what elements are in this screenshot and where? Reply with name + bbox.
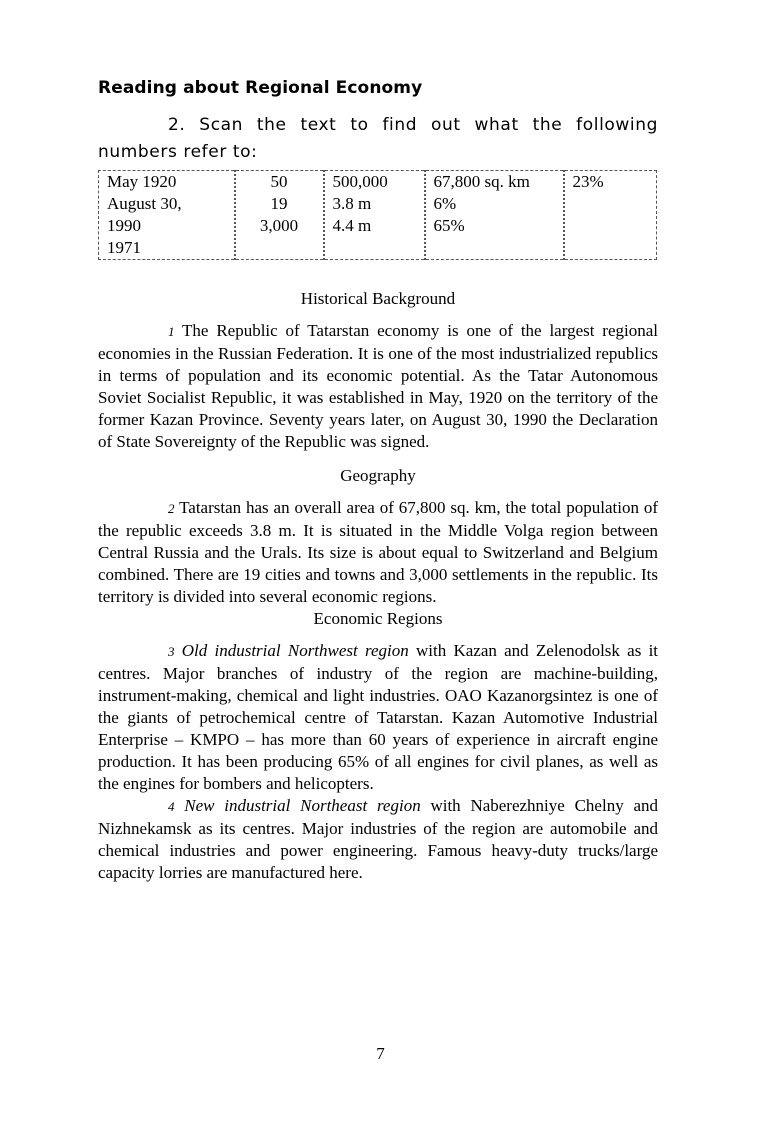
task-instruction: 2. Scan the text to find out what the following numbers refer to: <box>98 115 658 162</box>
table-row <box>99 171 657 260</box>
table-value: 1990 <box>107 216 141 235</box>
table-value: 500,000 <box>332 172 388 191</box>
paragraph-text: with Naberezhniye Chelny and Nizhnekamsk as its centres. Major industries of the region are automobile and chemical industries and power engineering. Famous heavy-duty trucks/large capacity lorries are manufactured here. <box>98 796 658 882</box>
page-content <box>98 78 658 884</box>
section-title-economic: Economic Regions <box>313 609 443 628</box>
paragraph-text: Tatarstan has an overall area of 67,800 sq. km, the total population of the republic exceeds 3.8 m. It is situated in the Middle Volga region between Central Russia and the Urals. Its size is about equal to Switzerland and Belgium combined. There are 19 cities and towns and 3,000 settlements in the republic. Its territory is divided into several economic regions. <box>98 498 658 606</box>
numbers-table <box>98 170 657 260</box>
paragraph-number: 1 <box>168 324 175 339</box>
table-cell-areas <box>425 171 564 260</box>
table-cell-populations <box>324 171 425 260</box>
page-heading: Reading about Regional Economy <box>98 78 423 98</box>
table-value: 67,800 sq. km <box>433 172 530 191</box>
table-value: August 30, <box>107 194 182 213</box>
paragraph-number: 3 <box>168 644 175 659</box>
region-name: New industrial Northeast region <box>184 796 421 815</box>
paragraph-1 <box>98 320 658 453</box>
paragraph-number: 4 <box>168 799 175 814</box>
table-value: 3.8 m <box>332 194 372 213</box>
paragraph-text: The Republic of Tatarstan economy is one of the largest regional economies in the Russian Federation. It is one of the most industrialized republics in terms of population and its economic potential. As the Tatar Autonomous Soviet Socialist Republic, it was established in May, 1920 on the territory of the former Kazan Province. Seventy years later, on August 30, 1990 the Declaration of State Sovereignty of the Republic was signed. <box>98 321 658 451</box>
section-title-geography: Geography <box>340 466 416 485</box>
table-value: 1971 <box>107 238 141 257</box>
paragraph-3 <box>98 640 658 795</box>
table-cell-counts <box>235 171 324 260</box>
section-title-historical: Historical Background <box>300 289 456 308</box>
region-name: Old industrial Northwest region <box>181 641 409 660</box>
table-value: 3,000 <box>259 216 299 235</box>
table-value: 23% <box>572 172 604 191</box>
paragraph-number: 2 <box>168 501 175 516</box>
paragraph-2 <box>98 497 658 608</box>
table-value: 65% <box>433 216 465 235</box>
paragraph-text: with Kazan and Zelenodolsk as it centres. Major branches of industry of the region are machine-building, instrument-making, chemical and light industries. OAO Kazanorgsintez is one of the giants of petrochemical centre of Tatarstan. Kazan Automotive Industrial Enterprise – KMPO – has more than 60 years of experience in aircraft engine production. It has been producing 65% of all engines for civil planes, as well as the engines for bombers and helicopters. <box>98 641 659 793</box>
paragraph-4 <box>98 795 658 884</box>
table-cell-percent <box>564 171 657 260</box>
table-value: 19 <box>270 194 288 213</box>
table-value: 6% <box>433 194 457 213</box>
table-cell-dates <box>99 171 235 260</box>
table-value: 4.4 m <box>332 216 372 235</box>
table-value: 50 <box>270 172 288 191</box>
table-value: May 1920 <box>107 172 177 191</box>
page-number: 7 <box>376 1044 385 1063</box>
